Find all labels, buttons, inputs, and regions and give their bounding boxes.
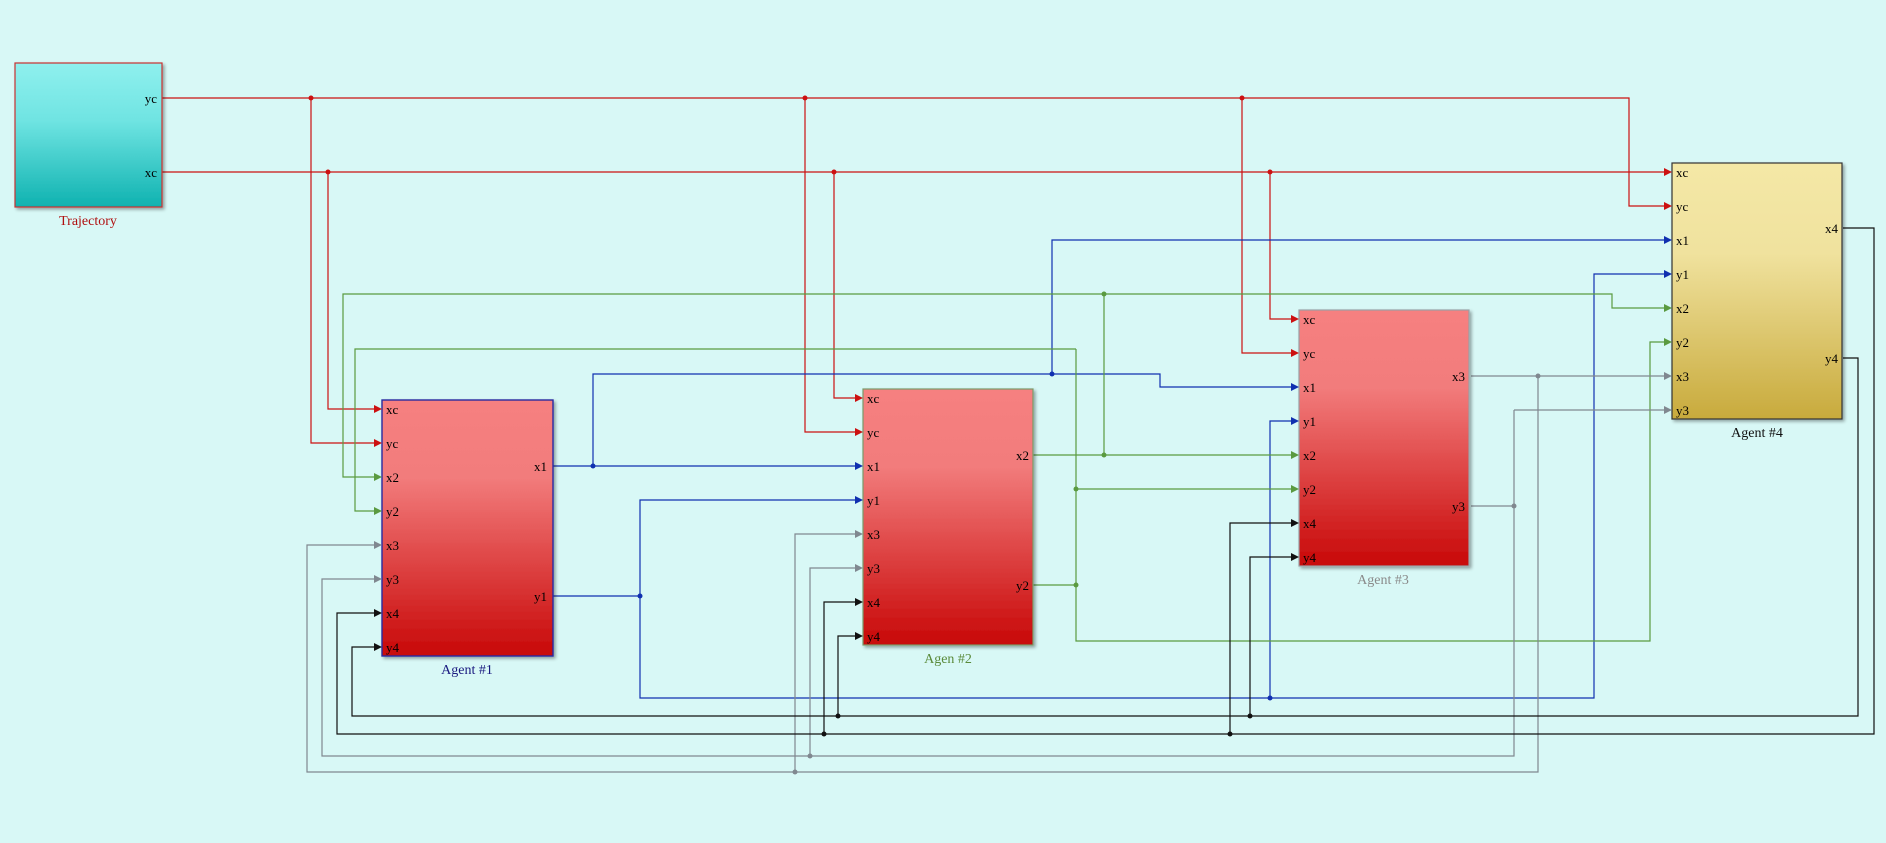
block-name-agent-4: Agent #4 bbox=[1731, 426, 1783, 441]
agent1-in-y3: y3 bbox=[386, 572, 399, 587]
agent3-in-x1: x1 bbox=[1303, 380, 1316, 395]
agent1-in-y4: y4 bbox=[386, 640, 399, 655]
agent3-out-y3: y3 bbox=[1452, 499, 1465, 514]
agent2-out-x2: x2 bbox=[1016, 448, 1029, 463]
agent4-in-y3: y3 bbox=[1676, 403, 1689, 418]
agent3-in-y4: y4 bbox=[1303, 550, 1316, 565]
block-name-agent-3: Agent #3 bbox=[1357, 573, 1409, 588]
block-name-trajectory: Trajectory bbox=[59, 214, 117, 229]
agent1-in-xc: xc bbox=[386, 402, 399, 417]
agent2-out-y2: y2 bbox=[1016, 578, 1029, 593]
agent3-out-x3: x3 bbox=[1452, 369, 1465, 384]
agent1-in-yc: yc bbox=[386, 436, 399, 451]
agent4-in-y1: y1 bbox=[1676, 267, 1689, 282]
agent2-in-y3: y3 bbox=[867, 561, 880, 576]
agent4-out-x4: x4 bbox=[1825, 221, 1838, 236]
agent2-in-x1: x1 bbox=[867, 459, 880, 474]
block-trajectory[interactable] bbox=[15, 63, 162, 229]
agent1-out-y1: y1 bbox=[534, 589, 547, 604]
port-label-yc: yc bbox=[144, 91, 157, 106]
agent1-out-x1: x1 bbox=[534, 459, 547, 474]
agent4-in-x2: x2 bbox=[1676, 301, 1689, 316]
block-agent-2[interactable] bbox=[863, 389, 1033, 667]
agent2-in-yc: yc bbox=[867, 425, 880, 440]
agent3-in-y2: y2 bbox=[1303, 482, 1316, 497]
signal-y4[interactable] bbox=[352, 358, 1858, 716]
agent2-in-x3: x3 bbox=[867, 527, 880, 542]
agent4-in-y2: y2 bbox=[1676, 335, 1689, 350]
agent2-in-x4: x4 bbox=[867, 595, 880, 610]
agent4-in-x3: x3 bbox=[1676, 369, 1689, 384]
agent4-in-x1: x1 bbox=[1676, 233, 1689, 248]
agent4-in-xc: xc bbox=[1676, 165, 1689, 180]
signal-y1[interactable] bbox=[553, 274, 1670, 698]
agent3-in-yc: yc bbox=[1303, 346, 1316, 361]
agent2-in-xc: xc bbox=[867, 391, 880, 406]
agent2-in-y1: y1 bbox=[867, 493, 880, 508]
agent3-in-y1: y1 bbox=[1303, 414, 1316, 429]
block-agent-3[interactable] bbox=[1299, 310, 1469, 588]
agent3-in-x4: x4 bbox=[1303, 516, 1316, 531]
agent4-in-yc: yc bbox=[1676, 199, 1689, 214]
signal-x4[interactable] bbox=[337, 228, 1874, 734]
port-label-xc: xc bbox=[144, 165, 157, 180]
agent1-in-x4: x4 bbox=[386, 606, 399, 621]
block-agent-1[interactable] bbox=[382, 400, 553, 678]
agent1-in-y2: y2 bbox=[386, 504, 399, 519]
block-agent-4[interactable] bbox=[1672, 163, 1842, 441]
block-name-agent-1: Agent #1 bbox=[441, 663, 493, 678]
agent1-in-x2: x2 bbox=[386, 470, 399, 485]
signal-x1[interactable] bbox=[553, 240, 1670, 466]
agent2-in-y4: y4 bbox=[867, 629, 880, 644]
agent3-in-xc: xc bbox=[1303, 312, 1316, 327]
block-name-agent-2: Agen #2 bbox=[924, 652, 972, 667]
agent3-in-x2: x2 bbox=[1303, 448, 1316, 463]
agent1-in-x3: x3 bbox=[386, 538, 399, 553]
agent4-out-y4: y4 bbox=[1825, 351, 1838, 366]
